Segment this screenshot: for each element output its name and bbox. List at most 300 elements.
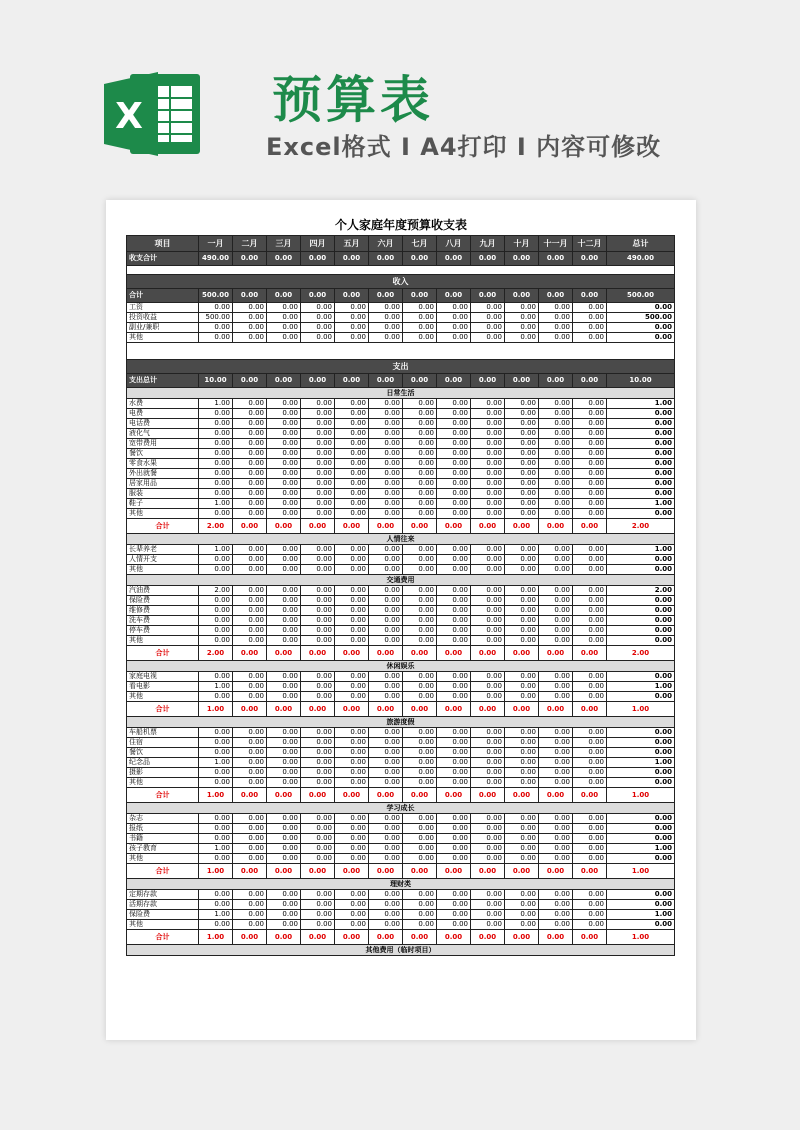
row-value: 0.00 bbox=[403, 606, 437, 616]
row-value: 0.00 bbox=[607, 606, 675, 616]
row-value: 0.00 bbox=[335, 920, 369, 930]
row-value: 0.00 bbox=[437, 449, 471, 459]
income-total-value: 0.00 bbox=[471, 289, 505, 303]
subtotal-value: 0.00 bbox=[437, 788, 471, 803]
row-value: 0.00 bbox=[471, 890, 505, 900]
subtotal-value: 1.00 bbox=[199, 788, 233, 803]
row-value: 0.00 bbox=[403, 459, 437, 469]
row-value: 0.00 bbox=[471, 824, 505, 834]
balance-value: 0.00 bbox=[539, 252, 573, 266]
row-value: 0.00 bbox=[607, 814, 675, 824]
row-value: 0.00 bbox=[233, 555, 267, 565]
row-value: 0.00 bbox=[369, 920, 403, 930]
row-value: 0.00 bbox=[607, 323, 675, 333]
expense-row bbox=[127, 910, 675, 920]
row-value: 0.00 bbox=[199, 449, 233, 459]
row-value: 1.00 bbox=[199, 399, 233, 409]
expense-total-value: 0.00 bbox=[233, 374, 267, 388]
row-value: 0.00 bbox=[437, 672, 471, 682]
row-value: 0.00 bbox=[539, 323, 573, 333]
row-value: 0.00 bbox=[607, 479, 675, 489]
subtotal-value: 0.00 bbox=[573, 519, 607, 534]
income-row bbox=[127, 313, 675, 323]
row-value: 1.00 bbox=[607, 545, 675, 555]
row-label: 其他 bbox=[127, 854, 199, 864]
row-value: 0.00 bbox=[301, 672, 335, 682]
row-value: 0.00 bbox=[335, 606, 369, 616]
row-value: 0.00 bbox=[335, 844, 369, 854]
row-value: 0.00 bbox=[437, 758, 471, 768]
row-value: 0.00 bbox=[573, 479, 607, 489]
row-value: 0.00 bbox=[233, 439, 267, 449]
row-value: 0.00 bbox=[539, 489, 573, 499]
row-value: 0.00 bbox=[437, 778, 471, 788]
row-value: 0.00 bbox=[437, 399, 471, 409]
row-value: 0.00 bbox=[335, 616, 369, 626]
subtotal-value: 0.00 bbox=[403, 519, 437, 534]
column-header-item: 项目 bbox=[127, 236, 199, 252]
row-value: 0.00 bbox=[471, 636, 505, 646]
row-value: 0.00 bbox=[369, 910, 403, 920]
row-value: 0.00 bbox=[267, 738, 301, 748]
expense-row bbox=[127, 469, 675, 479]
row-value: 1.00 bbox=[199, 682, 233, 692]
income-total-value: 0.00 bbox=[505, 289, 539, 303]
row-value: 0.00 bbox=[199, 459, 233, 469]
row-value: 0.00 bbox=[199, 824, 233, 834]
row-value: 0.00 bbox=[335, 499, 369, 509]
row-value: 0.00 bbox=[267, 499, 301, 509]
row-label: 其他 bbox=[127, 692, 199, 702]
row-value: 0.00 bbox=[301, 489, 335, 499]
row-value: 0.00 bbox=[505, 399, 539, 409]
row-value: 0.00 bbox=[505, 814, 539, 824]
row-value: 0.00 bbox=[505, 616, 539, 626]
subtotal-value: 0.00 bbox=[539, 864, 573, 879]
expense-total-value: 0.00 bbox=[437, 374, 471, 388]
row-value: 0.00 bbox=[267, 768, 301, 778]
row-value: 0.00 bbox=[233, 616, 267, 626]
subtotal-value: 0.00 bbox=[369, 702, 403, 717]
row-value: 0.00 bbox=[573, 459, 607, 469]
row-value: 0.00 bbox=[539, 920, 573, 930]
row-value: 0.00 bbox=[267, 439, 301, 449]
row-value: 0.00 bbox=[267, 672, 301, 682]
row-value: 0.00 bbox=[199, 738, 233, 748]
expense-row bbox=[127, 565, 675, 575]
row-value: 0.00 bbox=[267, 778, 301, 788]
row-value: 0.00 bbox=[369, 409, 403, 419]
subtotal-value: 2.00 bbox=[607, 646, 675, 661]
expense-row bbox=[127, 399, 675, 409]
row-value: 0.00 bbox=[573, 596, 607, 606]
row-value: 0.00 bbox=[199, 626, 233, 636]
row-value: 1.00 bbox=[607, 758, 675, 768]
income-row bbox=[127, 323, 675, 333]
row-value: 0.00 bbox=[267, 419, 301, 429]
row-value: 0.00 bbox=[573, 333, 607, 343]
row-value: 0.00 bbox=[369, 778, 403, 788]
row-value: 0.00 bbox=[199, 606, 233, 616]
row-value: 0.00 bbox=[233, 682, 267, 692]
column-header: 总计 bbox=[607, 236, 675, 252]
row-value: 0.00 bbox=[471, 728, 505, 738]
subtotal-value: 0.00 bbox=[573, 646, 607, 661]
expense-row bbox=[127, 844, 675, 854]
row-value: 0.00 bbox=[471, 509, 505, 519]
row-value: 0.00 bbox=[607, 854, 675, 864]
subtotal-label: 合计 bbox=[127, 646, 199, 661]
row-value: 0.00 bbox=[301, 636, 335, 646]
subtotal-value: 1.00 bbox=[199, 930, 233, 945]
row-value: 0.00 bbox=[505, 459, 539, 469]
row-value: 0.00 bbox=[403, 596, 437, 606]
expense-row bbox=[127, 854, 675, 864]
row-value: 0.00 bbox=[539, 449, 573, 459]
column-header: 五月 bbox=[335, 236, 369, 252]
row-value: 0.00 bbox=[607, 409, 675, 419]
row-value: 0.00 bbox=[233, 900, 267, 910]
row-value: 0.00 bbox=[335, 555, 369, 565]
row-value: 0.00 bbox=[267, 333, 301, 343]
row-value: 0.00 bbox=[301, 728, 335, 738]
balance-value: 0.00 bbox=[403, 252, 437, 266]
row-value: 0.00 bbox=[539, 728, 573, 738]
row-value: 1.00 bbox=[199, 758, 233, 768]
row-label: 服装 bbox=[127, 489, 199, 499]
row-value: 0.00 bbox=[301, 748, 335, 758]
balance-value: 0.00 bbox=[369, 252, 403, 266]
expense-row bbox=[127, 890, 675, 900]
row-value: 0.00 bbox=[437, 636, 471, 646]
row-value: 0.00 bbox=[403, 636, 437, 646]
row-value: 0.00 bbox=[471, 545, 505, 555]
expense-total-value: 0.00 bbox=[471, 374, 505, 388]
row-value: 1.00 bbox=[607, 910, 675, 920]
row-value: 0.00 bbox=[471, 499, 505, 509]
row-value: 0.00 bbox=[335, 758, 369, 768]
expense-row bbox=[127, 728, 675, 738]
row-value: 0.00 bbox=[505, 824, 539, 834]
row-value: 0.00 bbox=[437, 596, 471, 606]
row-value: 0.00 bbox=[607, 596, 675, 606]
row-value: 0.00 bbox=[369, 586, 403, 596]
row-value: 0.00 bbox=[539, 616, 573, 626]
income-total-value: 0.00 bbox=[539, 289, 573, 303]
row-value: 0.00 bbox=[301, 333, 335, 343]
row-value: 0.00 bbox=[233, 499, 267, 509]
row-label: 外出就餐 bbox=[127, 469, 199, 479]
row-value: 0.00 bbox=[267, 626, 301, 636]
excel-logo-icon bbox=[96, 58, 206, 168]
subtotal-value: 0.00 bbox=[267, 864, 301, 879]
row-value: 0.00 bbox=[471, 854, 505, 864]
row-value: 0.00 bbox=[403, 565, 437, 575]
row-value: 0.00 bbox=[573, 586, 607, 596]
row-value: 0.00 bbox=[505, 920, 539, 930]
row-value: 1.00 bbox=[607, 844, 675, 854]
row-label: 餐饮 bbox=[127, 449, 199, 459]
subtotal-label: 合计 bbox=[127, 519, 199, 534]
spacer-row bbox=[127, 351, 675, 360]
subtotal-value: 0.00 bbox=[573, 864, 607, 879]
row-value: 0.00 bbox=[301, 910, 335, 920]
row-value: 0.00 bbox=[369, 834, 403, 844]
row-value: 0.00 bbox=[301, 682, 335, 692]
row-label: 家庭电视 bbox=[127, 672, 199, 682]
row-value: 0.00 bbox=[403, 586, 437, 596]
row-value: 0.00 bbox=[437, 409, 471, 419]
row-value: 0.00 bbox=[573, 738, 607, 748]
row-value: 0.00 bbox=[505, 469, 539, 479]
row-value: 0.00 bbox=[505, 910, 539, 920]
row-value: 0.00 bbox=[505, 313, 539, 323]
row-value: 0.00 bbox=[267, 323, 301, 333]
balance-value: 490.00 bbox=[199, 252, 233, 266]
row-value: 0.00 bbox=[403, 323, 437, 333]
subtotal-value: 0.00 bbox=[335, 930, 369, 945]
category-subtotal-row bbox=[127, 930, 675, 945]
row-value: 0.00 bbox=[369, 616, 403, 626]
subtotal-value: 0.00 bbox=[437, 519, 471, 534]
row-value: 0.00 bbox=[539, 778, 573, 788]
row-value: 0.00 bbox=[369, 606, 403, 616]
subtotal-value: 0.00 bbox=[233, 702, 267, 717]
subtotal-value: 1.00 bbox=[199, 864, 233, 879]
row-value: 0.00 bbox=[199, 854, 233, 864]
row-value: 0.00 bbox=[607, 900, 675, 910]
row-value: 0.00 bbox=[403, 900, 437, 910]
row-value: 0.00 bbox=[233, 489, 267, 499]
row-value: 0.00 bbox=[437, 565, 471, 575]
row-value: 0.00 bbox=[403, 313, 437, 323]
row-value: 0.00 bbox=[301, 768, 335, 778]
row-value: 0.00 bbox=[369, 900, 403, 910]
column-header: 一月 bbox=[199, 236, 233, 252]
row-value: 0.00 bbox=[267, 429, 301, 439]
row-value: 0.00 bbox=[335, 399, 369, 409]
row-value: 0.00 bbox=[369, 399, 403, 409]
income-band-label: 收入 bbox=[127, 275, 675, 289]
expense-row bbox=[127, 499, 675, 509]
row-value: 0.00 bbox=[267, 606, 301, 616]
row-value: 0.00 bbox=[539, 586, 573, 596]
row-value: 0.00 bbox=[233, 920, 267, 930]
row-value: 0.00 bbox=[335, 900, 369, 910]
budget-table bbox=[126, 235, 675, 956]
row-value: 0.00 bbox=[573, 469, 607, 479]
row-value: 0.00 bbox=[301, 555, 335, 565]
balance-value: 0.00 bbox=[301, 252, 335, 266]
row-value: 0.00 bbox=[471, 399, 505, 409]
balance-value: 0.00 bbox=[471, 252, 505, 266]
row-value: 0.00 bbox=[539, 682, 573, 692]
subtotal-value: 0.00 bbox=[233, 788, 267, 803]
row-value: 0.00 bbox=[199, 469, 233, 479]
row-value: 0.00 bbox=[335, 439, 369, 449]
row-value: 0.00 bbox=[403, 748, 437, 758]
row-value: 0.00 bbox=[539, 459, 573, 469]
row-value: 0.00 bbox=[403, 834, 437, 844]
row-value: 0.00 bbox=[233, 429, 267, 439]
subtotal-value: 0.00 bbox=[471, 864, 505, 879]
category-name: 人情往来 bbox=[127, 534, 675, 545]
row-value: 0.00 bbox=[471, 738, 505, 748]
row-value: 0.00 bbox=[539, 890, 573, 900]
row-label: 投资收益 bbox=[127, 313, 199, 323]
expense-row bbox=[127, 449, 675, 459]
row-value: 0.00 bbox=[505, 439, 539, 449]
balance-label: 收支合计 bbox=[127, 252, 199, 266]
spacer-row bbox=[127, 266, 675, 275]
row-value: 0.00 bbox=[573, 834, 607, 844]
subtotal-value: 0.00 bbox=[539, 519, 573, 534]
row-value: 0.00 bbox=[471, 586, 505, 596]
row-value: 0.00 bbox=[335, 636, 369, 646]
row-value: 0.00 bbox=[505, 844, 539, 854]
row-value: 0.00 bbox=[573, 814, 607, 824]
subtotal-value: 2.00 bbox=[199, 646, 233, 661]
row-value: 0.00 bbox=[607, 333, 675, 343]
row-value: 0.00 bbox=[437, 748, 471, 758]
row-value: 0.00 bbox=[573, 323, 607, 333]
row-value: 0.00 bbox=[335, 778, 369, 788]
row-value: 0.00 bbox=[335, 565, 369, 575]
row-value: 0.00 bbox=[199, 323, 233, 333]
subtotal-value: 0.00 bbox=[301, 864, 335, 879]
expense-total-value: 0.00 bbox=[301, 374, 335, 388]
row-value: 1.00 bbox=[607, 682, 675, 692]
row-value: 0.00 bbox=[267, 489, 301, 499]
row-value: 0.00 bbox=[301, 616, 335, 626]
income-total-value: 0.00 bbox=[335, 289, 369, 303]
header-row bbox=[127, 236, 675, 252]
row-value: 0.00 bbox=[607, 616, 675, 626]
row-value: 0.00 bbox=[199, 333, 233, 343]
row-value: 0.00 bbox=[403, 479, 437, 489]
expense-band-label: 支出 bbox=[127, 360, 675, 374]
row-value: 0.00 bbox=[403, 419, 437, 429]
row-value: 0.00 bbox=[301, 313, 335, 323]
expense-row bbox=[127, 439, 675, 449]
category-subtotal-row bbox=[127, 646, 675, 661]
row-value: 0.00 bbox=[471, 596, 505, 606]
row-value: 0.00 bbox=[471, 303, 505, 313]
row-value: 0.00 bbox=[199, 834, 233, 844]
row-value: 0.00 bbox=[267, 545, 301, 555]
row-label: 其他 bbox=[127, 778, 199, 788]
subtotal-value: 0.00 bbox=[539, 702, 573, 717]
row-value: 0.00 bbox=[471, 313, 505, 323]
row-value: 0.00 bbox=[233, 509, 267, 519]
category-header bbox=[127, 534, 675, 545]
subtotal-value: 0.00 bbox=[573, 702, 607, 717]
subtotal-label: 合计 bbox=[127, 788, 199, 803]
row-value: 0.00 bbox=[301, 303, 335, 313]
row-value: 0.00 bbox=[369, 596, 403, 606]
category-subtotal-row bbox=[127, 788, 675, 803]
row-value: 0.00 bbox=[471, 449, 505, 459]
row-value: 0.00 bbox=[607, 834, 675, 844]
row-value: 0.00 bbox=[369, 728, 403, 738]
row-value: 0.00 bbox=[471, 489, 505, 499]
income-row bbox=[127, 303, 675, 313]
expense-row bbox=[127, 758, 675, 768]
row-label: 其他 bbox=[127, 920, 199, 930]
row-value: 2.00 bbox=[199, 586, 233, 596]
row-value: 0.00 bbox=[369, 758, 403, 768]
expense-row bbox=[127, 920, 675, 930]
row-value: 0.00 bbox=[335, 814, 369, 824]
row-value: 0.00 bbox=[233, 469, 267, 479]
subtotal-value: 0.00 bbox=[233, 519, 267, 534]
row-value: 0.00 bbox=[437, 606, 471, 616]
income-total-value: 0.00 bbox=[267, 289, 301, 303]
expense-row bbox=[127, 824, 675, 834]
row-value: 0.00 bbox=[335, 682, 369, 692]
row-label: 鞋子 bbox=[127, 499, 199, 509]
row-label: 电费 bbox=[127, 409, 199, 419]
row-value: 0.00 bbox=[573, 509, 607, 519]
row-value: 0.00 bbox=[505, 636, 539, 646]
category-header bbox=[127, 803, 675, 814]
row-value: 0.00 bbox=[403, 738, 437, 748]
row-value: 0.00 bbox=[607, 728, 675, 738]
subtotal-value: 0.00 bbox=[437, 930, 471, 945]
row-value: 0.00 bbox=[539, 509, 573, 519]
row-value: 0.00 bbox=[369, 814, 403, 824]
row-value: 1.00 bbox=[607, 399, 675, 409]
row-value: 0.00 bbox=[335, 479, 369, 489]
column-header: 六月 bbox=[369, 236, 403, 252]
row-value: 0.00 bbox=[505, 545, 539, 555]
row-value: 0.00 bbox=[301, 449, 335, 459]
row-value: 0.00 bbox=[437, 459, 471, 469]
subtotal-label: 合计 bbox=[127, 702, 199, 717]
row-value: 0.00 bbox=[471, 565, 505, 575]
row-value: 0.00 bbox=[539, 479, 573, 489]
row-value: 0.00 bbox=[505, 728, 539, 738]
row-value: 0.00 bbox=[199, 672, 233, 682]
row-value: 0.00 bbox=[267, 555, 301, 565]
row-value: 0.00 bbox=[199, 479, 233, 489]
row-value: 0.00 bbox=[573, 429, 607, 439]
income-total-value: 0.00 bbox=[233, 289, 267, 303]
row-value: 0.00 bbox=[403, 728, 437, 738]
row-label: 摄影 bbox=[127, 768, 199, 778]
expense-total-value: 0.00 bbox=[539, 374, 573, 388]
row-value: 0.00 bbox=[335, 768, 369, 778]
expense-total-value: 0.00 bbox=[505, 374, 539, 388]
row-value: 0.00 bbox=[471, 479, 505, 489]
expense-row bbox=[127, 682, 675, 692]
row-value: 0.00 bbox=[335, 489, 369, 499]
expense-total-row bbox=[127, 374, 675, 388]
row-value: 0.00 bbox=[471, 333, 505, 343]
row-value: 0.00 bbox=[437, 303, 471, 313]
row-value: 0.00 bbox=[233, 449, 267, 459]
row-value: 0.00 bbox=[471, 682, 505, 692]
row-label: 车船机票 bbox=[127, 728, 199, 738]
expense-row bbox=[127, 814, 675, 824]
row-value: 0.00 bbox=[573, 499, 607, 509]
row-value: 0.00 bbox=[301, 565, 335, 575]
balance-value: 0.00 bbox=[505, 252, 539, 266]
income-row bbox=[127, 333, 675, 343]
row-value: 0.00 bbox=[505, 499, 539, 509]
row-value: 0.00 bbox=[505, 890, 539, 900]
row-value: 1.00 bbox=[199, 499, 233, 509]
